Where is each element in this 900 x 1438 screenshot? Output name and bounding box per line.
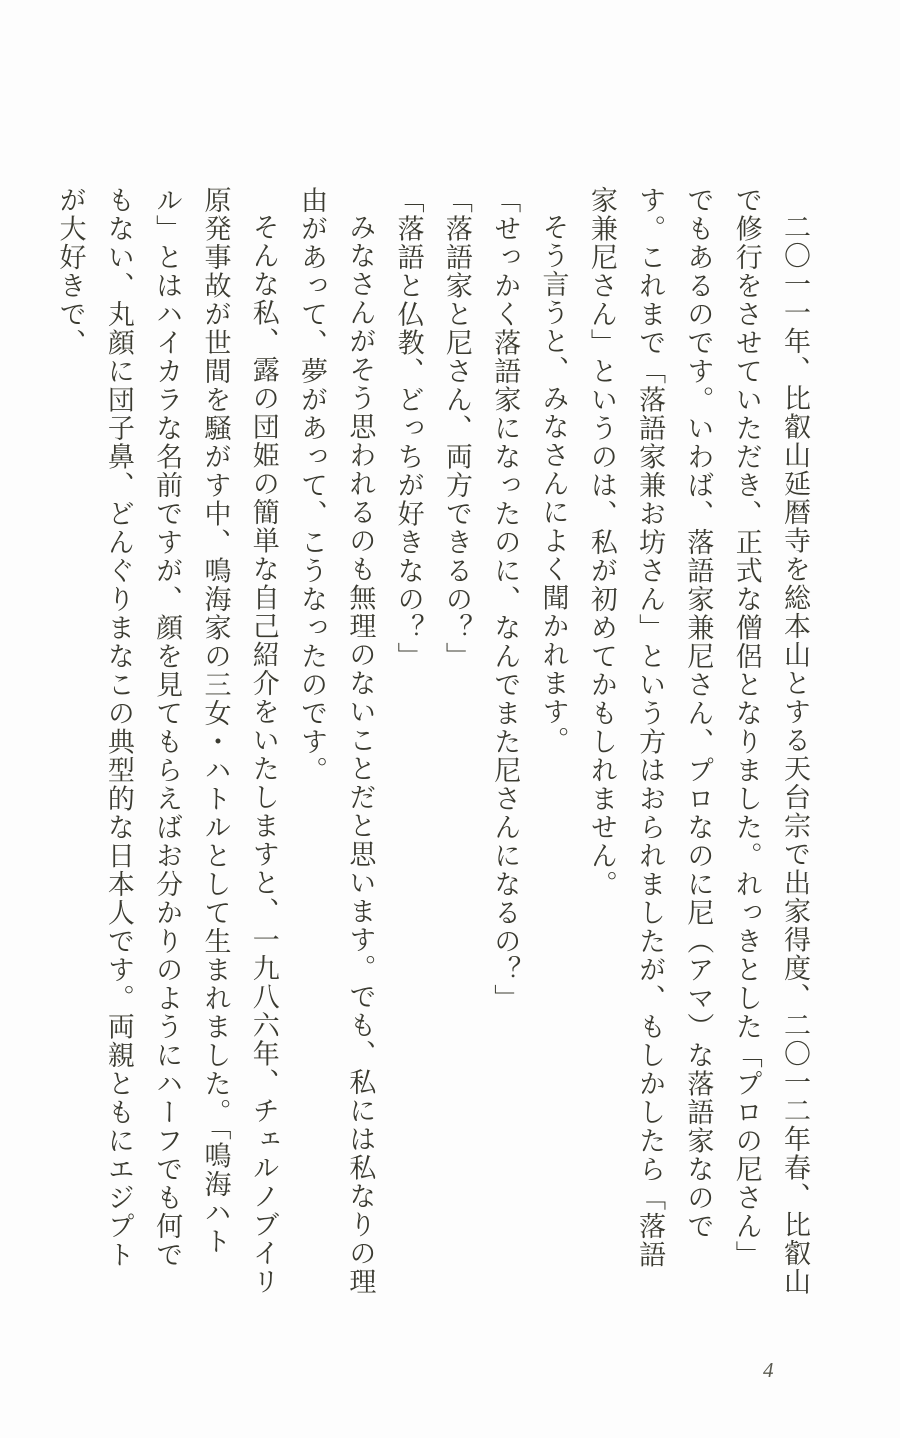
paragraph-intro: 二〇一一年、比叡山延暦寺を総本山とする天台宗で出家得度、二〇一二年春、比叡山で修行をさせていただき、正式な僧侶となりました。れっきとした「プロの尼さん」でもあるのです。いわば、落語家兼尼さん、プロなのに尼（アマ）な落語家なのです。これまで「落語家兼お坊さん」という方はおられましたが、もしかしたら「落語家兼尼さん」というのは、私が初めてかもしれません。 xyxy=(585,186,810,1296)
dialog-question-3: 「落語と仏教、どっちが好きなの？」 xyxy=(392,186,424,671)
paragraph-reason: みなさんがそう思われるのも無理のないことだと思います。でも、私には私なりの理由があって、夢があって、こうなったのです。 xyxy=(296,186,376,1296)
paragraph-questions-lead: そう言うと、みなさんによく聞かれます。 xyxy=(537,213,569,755)
dialog-question-1: 「せっかく落語家になったのに、なんでまた尼さんになるの？」 xyxy=(489,186,521,1013)
page-number: 4 xyxy=(763,1358,774,1382)
dialog-question-2: 「落語家と尼さん、両方できるの？」 xyxy=(440,186,472,671)
vertical-body-text xyxy=(45,186,818,1296)
paragraph-self-introduction: そんな私、露の団姫の簡単な自己紹介をいたしますと、一九八六年、チェルノブイリ原発事故が世間を騒がす中、鳴海家の三女・ハトルとして生まれました。「鳴海ハトル」とはハイカラな名前ですが、顔を見てもらえばお分かりのようにハーフでも何でもない、丸顔に団子鼻、どんぐりまなこの典型的な日本人です。両親ともにエジプトが大好きで、 xyxy=(54,186,279,1296)
